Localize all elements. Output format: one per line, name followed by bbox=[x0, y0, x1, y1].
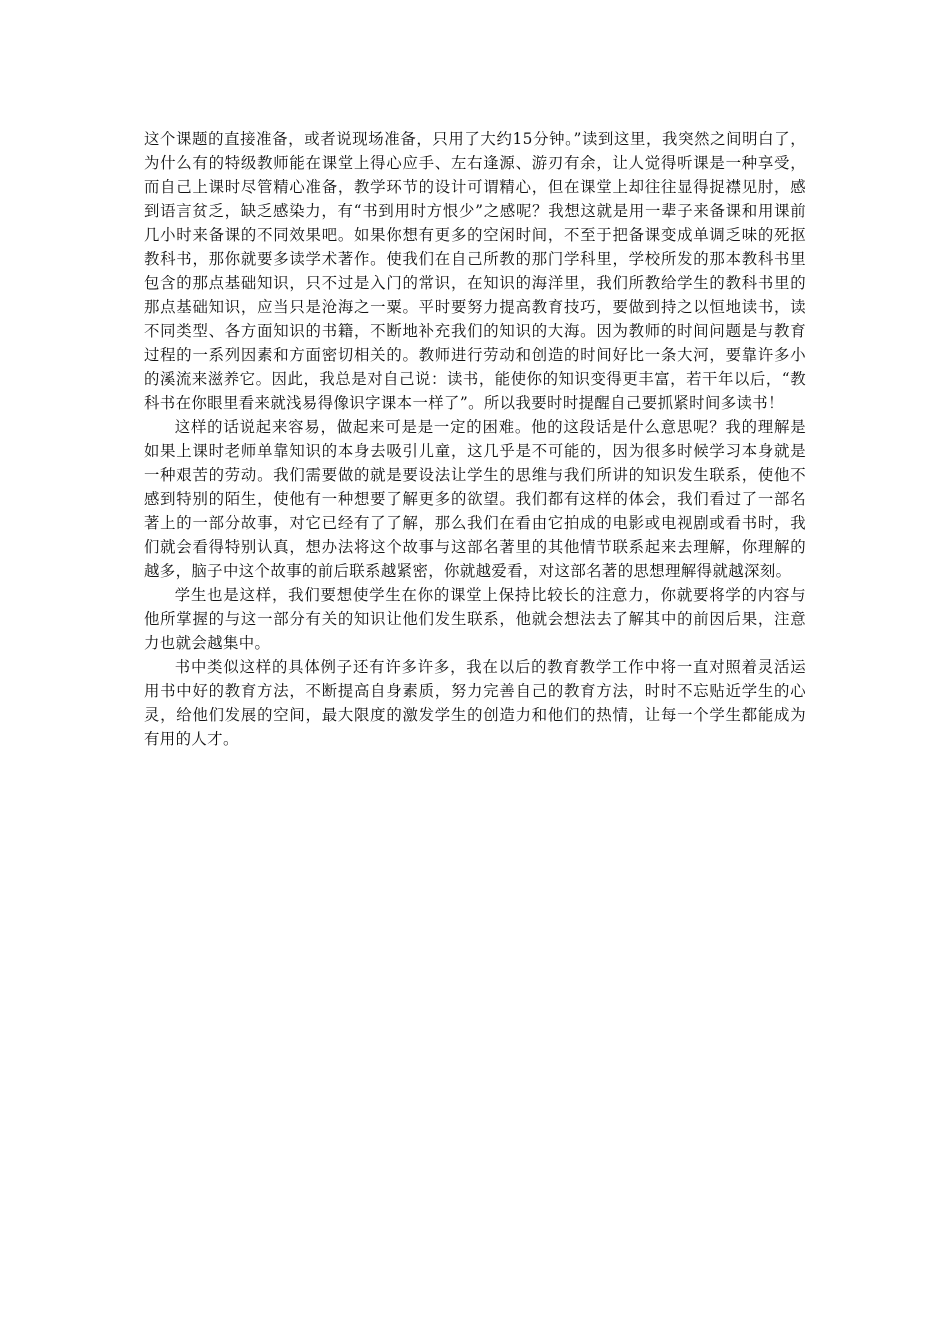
paragraph-3: 学生也是这样，我们要想使学生在你的课堂上保持比较长的注意力，你就要将学的内容与他所掌握的与这一部分有关的知识让他们发生联系，他就会想法去了解其中的前因后果，注意力也就会越集中。 bbox=[144, 586, 806, 652]
paragraph-2: 这样的话说起来容易，做起来可是是一定的困难。他的这段话是什么意思呢？我的理解是如果上课时老师单靠知识的本身去吸引儿童，这几乎是不可能的，因为很多时候学习本身就是一种艰苦的劳动。我们需要做的就是要设法让学生的思维与我们所讲的知识发生联系，使他不感到特别的陌生，使他有一种想要了解更多的欲望。我们都有这样的体会，我们看过了一部名著上的一部分故事，对它已经有了了解，那么我们在看由它拍成的电影或电视剧或看书时，我们就会看得特别认真，想办法将这个故事与这部名著里的其他情节联系起来去理解，你理解的越多，脑子中这个故事的前后联系越紧密，你就越爱看，对这部名著的思想理解得就越深刻。 bbox=[144, 418, 806, 580]
document-body bbox=[144, 127, 806, 751]
paragraph-1: 这个课题的直接准备，或者说现场准备，只用了大约15分钟。”读到这里，我突然之间明白了，为什么有的特级教师能在课堂上得心应手、左右逢源、游刃有余，让人觉得听课是一种享受，而自己上课时尽管精心准备，教学环节的设计可谓精心，但在课堂上却往往显得捉襟见肘，感到语言贫乏，缺乏感染力，有“书到用时方恨少”之感呢？我想这就是用一辈子来备课和用课前几小时来备课的不同效果吧。如果你想有更多的空闲时间，不至于把备课变成单调乏味的死抠教科书，那你就要多读学术著作。使我们在自己所教的那门学科里，学校所发的那本教科书里包含的那点基础知识，只不过是入门的常识，在知识的海洋里，我们所教给学生的教科书里的那点基础知识，应当只是沧海之一粟。平时要努力提高教育技巧，要做到持之以恒地读书，读不同类型、各方面知识的书籍，不断地补充我们的知识的大海。因为教师的时间问题是与教育过程的一系列因素和方面密切相关的。教师进行劳动和创造的时间好比一条大河，要靠许多小的溪流来滋养它。因此，我总是对自己说：读书，能使你的知识变得更丰富，若干年以后，“教科书在你眼里看来就浅易得像识字课本一样了”。所以我要时时提醒自己要抓紧时间多读书！ bbox=[144, 130, 806, 412]
paragraph-4: 书中类似这样的具体例子还有许多许多，我在以后的教育教学工作中将一直对照着灵活运用书中好的教育方法，不断提高自身素质，努力完善自己的教育方法，时时不忘贴近学生的心灵，给他们发展的空间，最大限度的激发学生的创造力和他们的热情，让每一个学生都能成为有用的人才。 bbox=[144, 658, 806, 748]
